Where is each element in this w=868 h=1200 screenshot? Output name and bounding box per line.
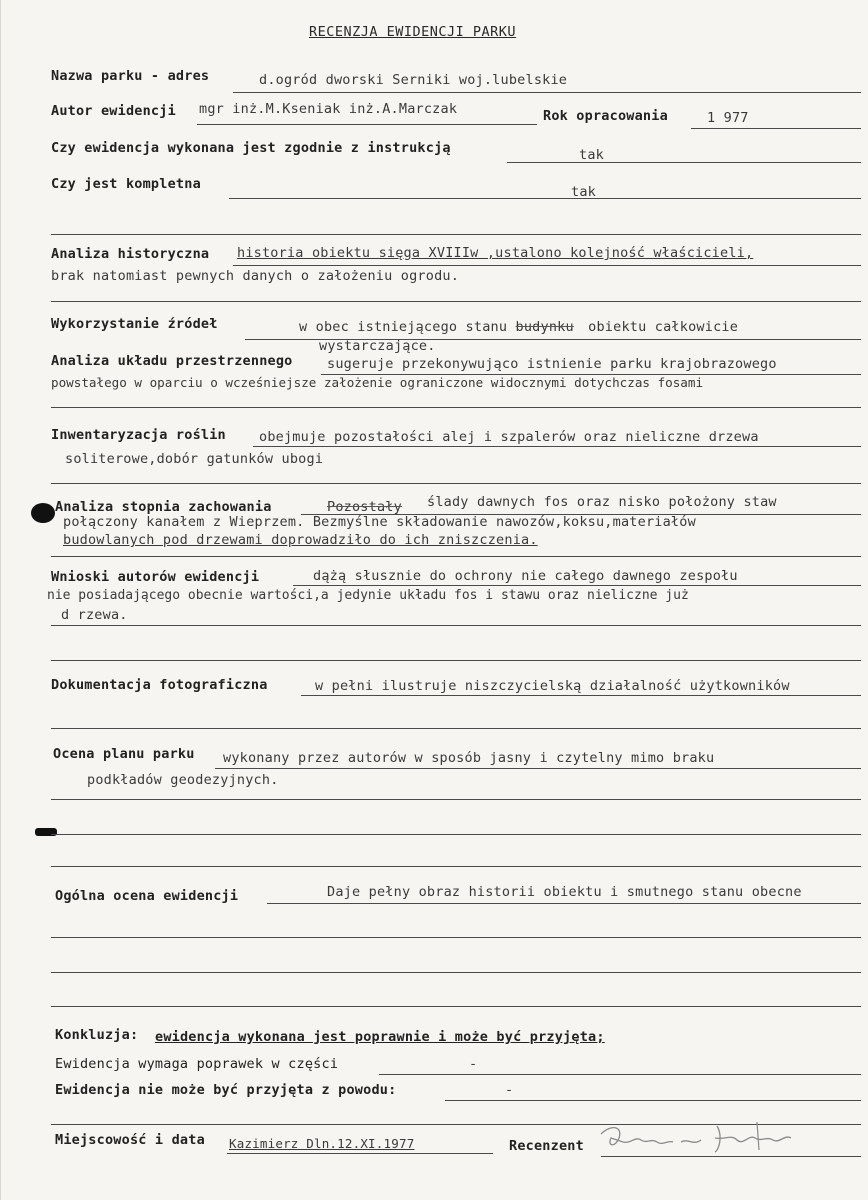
preservation-line-3: budowlanych pod drzewami doprowadziło do ich zniszczenia. — [63, 532, 538, 548]
plan-review-label: Ocena planu parku — [53, 746, 195, 762]
rejection-value: - — [505, 1082, 514, 1098]
conclusions-label: Wnioski autorów ewidencji — [51, 569, 260, 585]
history-label: Analiza historyczna — [51, 246, 210, 262]
conclusions-rule-1 — [293, 585, 861, 586]
blank-line-2 — [51, 660, 861, 661]
sources-label: Wykorzystanie źródeł — [51, 316, 218, 332]
author-line — [197, 124, 537, 125]
conclusion-value: ewidencja wykonana jest poprawnie i może być przyjęta; — [155, 1029, 605, 1045]
conclusion-label: Konkluzja: — [55, 1027, 139, 1043]
blank-line-4 — [51, 834, 861, 835]
preservation-rule-2 — [51, 556, 861, 557]
form-title: RECENZJA EWIDENCJI PARKU — [309, 24, 517, 40]
compliance-value: tak — [579, 147, 604, 163]
compliance-label: Czy ewidencja wykonana jest zgodnie z instrukcją — [51, 140, 451, 156]
compliance-line — [507, 162, 861, 163]
preservation-line-1: ślady dawnych fos oraz nisko położony staw — [427, 494, 777, 510]
year-value: 1 977 — [707, 110, 749, 126]
inventory-rule-2 — [51, 483, 861, 484]
complete-label: Czy jest kompletna — [51, 176, 201, 192]
layout-line-1: sugeruje przekonywująco istnienie parku krajobrazowego — [327, 356, 777, 372]
author-value: mgr inż.M.Kseniak inż.A.Marczak — [199, 101, 458, 117]
sources-struck-word: budynku — [515, 319, 574, 335]
overall-label: Ogólna ocena ewidencji — [55, 888, 239, 904]
plan-review-line-1: wykonany przez autorów w sposób jasny i czytelny mimo braku — [223, 750, 715, 766]
corrections-label: Ewidencja wymaga poprawek w części — [55, 1056, 339, 1072]
plan-review-rule-1 — [215, 768, 861, 769]
photo-doc-value: w pełni ilustruje niszczycielską działalność użytkowników — [315, 678, 790, 694]
preservation-struck-word: Pozostały — [327, 499, 402, 515]
sources-text-a: w obec istniejącego stanu — [299, 319, 508, 335]
blank-line-5 — [51, 866, 861, 867]
sources-text-b: obiektu całkowicie — [588, 319, 739, 335]
reviewer-label: Recenzent — [509, 1138, 584, 1154]
blank-line-6 — [51, 937, 861, 938]
inventory-line-1: obejmuje pozostałości alej i szpalerów oraz nieliczne drzewa — [259, 429, 759, 445]
inventory-label: Inwentaryzacja roślin — [51, 427, 226, 443]
park-name-line — [233, 92, 861, 93]
plan-review-rule-2 — [51, 799, 861, 800]
conclusions-rule-2 — [51, 625, 861, 626]
photo-doc-rule — [301, 695, 861, 696]
place-date-rule — [227, 1153, 493, 1154]
reviewer-signature — [597, 1116, 797, 1160]
blank-line-8 — [51, 1006, 861, 1007]
sources-line-2: wystarczające. — [319, 338, 436, 354]
blank-line-3 — [51, 728, 861, 729]
rejection-rule — [445, 1100, 861, 1101]
overall-value: Daje pełny obraz historii obiektu i smutnego stanu obecne — [327, 884, 802, 900]
place-date-value: Kazimierz Dln.12.XI.1977 — [229, 1136, 415, 1151]
history-rule-1 — [233, 265, 861, 266]
corrections-value: - — [469, 1056, 478, 1072]
park-name-value: d.ogród dworski Serniki woj.lubelskie — [259, 72, 568, 88]
park-name-label: Nazwa parku - adres — [51, 68, 210, 84]
year-label: Rok opracowania — [543, 108, 668, 124]
conclusions-line-2: nie posiadającego obecnie wartości,a jedynie układu fos i stawu oraz nieliczne już — [47, 588, 689, 603]
layout-rule-2 — [51, 407, 861, 408]
preservation-label: Analiza stopnia zachowania — [55, 499, 272, 515]
blank-line-1 — [51, 234, 861, 235]
plan-review-line-2: podkładów geodezyjnych. — [87, 772, 279, 788]
complete-value: tak — [571, 184, 596, 200]
history-line-1: historia obiektu sięga XVIIIw ,ustalono kolejność właścicieli, — [237, 245, 754, 261]
history-rule-2 — [51, 301, 861, 302]
layout-line-2: powstałego w oparciu o wcześniejsze założenie ograniczone widocznymi dotychczas fosami — [51, 375, 704, 390]
inventory-rule-1 — [253, 446, 861, 447]
photo-doc-label: Dokumentacja fotograficzna — [51, 677, 268, 693]
place-date-label: Miejscowość i data — [55, 1132, 205, 1148]
sources-line-1 — [299, 319, 738, 335]
inventory-line-2: soliterowe,dobór gatunków ubogi — [65, 451, 324, 467]
preservation-line-2: połączony kanałem z Wieprzem. Bezmyślne składowanie nawozów,koksu,materiałów — [63, 514, 696, 530]
history-line-2: brak natomiast pewnych danych o założeniu ogrodu. — [51, 268, 460, 284]
overall-rule — [267, 903, 861, 904]
corrections-rule — [379, 1074, 861, 1075]
ink-blot — [31, 503, 55, 523]
layout-label: Analiza układu przestrzennego — [51, 353, 293, 369]
conclusions-line-3: d rzewa. — [61, 607, 128, 623]
blank-line-7 — [51, 972, 861, 973]
year-line — [691, 128, 861, 129]
conclusions-line-1: dążą słusznie do ochrony nie całego dawnego zespołu — [313, 568, 738, 584]
complete-line — [229, 198, 861, 199]
rejection-label: Ewidencja nie może być przyjęta z powodu: — [55, 1082, 397, 1098]
author-label: Autor ewidencji — [51, 103, 176, 119]
